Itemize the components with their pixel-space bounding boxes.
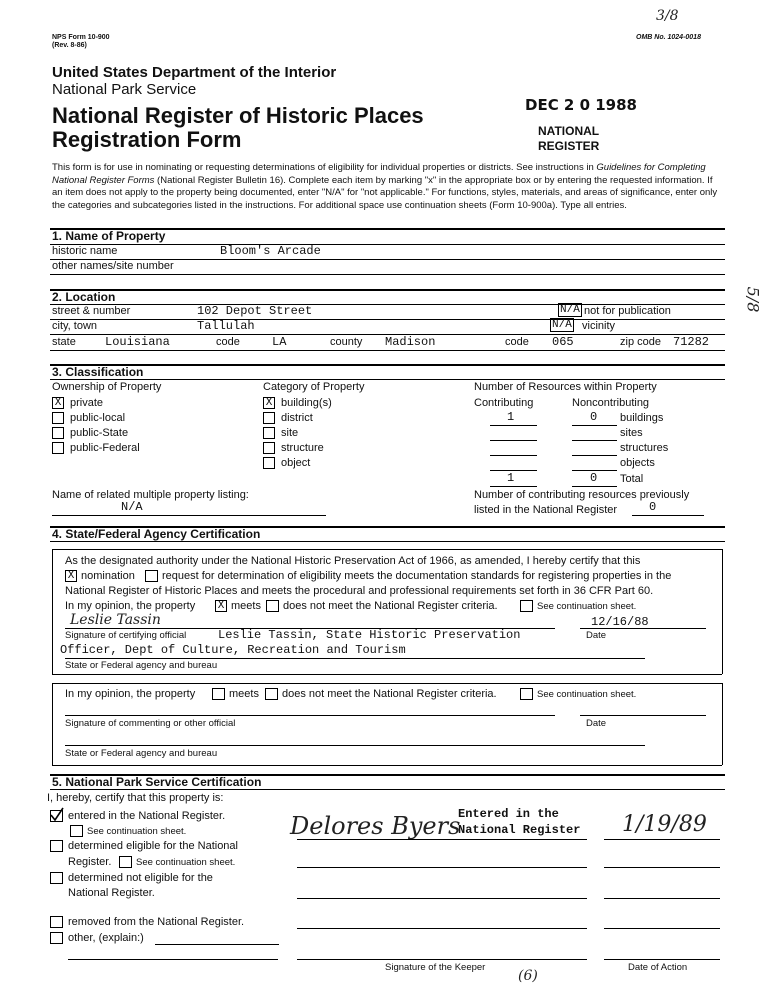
cert-box-top: [52, 549, 722, 550]
category-structure-label: structure: [281, 442, 324, 454]
intro-text-1: This form is for use in nominating or requesting determinations of eligibility for individual properties or districts. See instructions in: [52, 162, 597, 173]
ownership-public-state-checkbox[interactable]: [52, 427, 64, 439]
contributing-label: Contributing: [474, 397, 534, 409]
entered-stamp-line-2: National Register: [458, 823, 581, 837]
department-heading: United States Department of the Interior: [52, 64, 337, 81]
cert-continuation-label: See continuation sheet.: [537, 601, 637, 612]
noncontributing-label: Noncontributing: [572, 397, 650, 409]
resources-header: Number of Resources within Property: [474, 381, 657, 393]
not-for-publication-label: not for publication: [584, 305, 671, 317]
vicinity-mark: N/A: [552, 319, 572, 331]
action-date-line-3: [604, 898, 720, 899]
section-2-rule: [50, 289, 725, 291]
county-code-label: code: [505, 336, 529, 348]
state-value: Louisiana: [105, 335, 170, 349]
other-explain-line: [155, 944, 279, 945]
form-revision: (Rev. 8-86): [52, 42, 87, 49]
section-5-header: 5. National Park Service Certification: [52, 775, 262, 789]
comment-meets-checkbox[interactable]: [212, 688, 225, 700]
comment-agency-label: State or Federal agency and bureau: [65, 748, 218, 759]
comment-continuation-checkbox[interactable]: [520, 688, 533, 700]
previously-listed-value: 0: [649, 500, 657, 514]
resource-contributing-total: 1: [507, 471, 515, 485]
action-date-value: 1/19/89: [622, 812, 707, 837]
category-object-checkbox[interactable]: [263, 457, 275, 469]
action-date-line-2: [604, 867, 720, 868]
nomination-checkbox[interactable]: X: [65, 570, 77, 582]
resource-label-total: Total: [620, 473, 644, 485]
meets-label: meets: [231, 600, 261, 612]
date-of-action-label: Date of Action: [628, 962, 688, 973]
cert-line-1: As the designated authority under the National Historic Preservation Act of 1966, as amended, I hereby certify that this: [65, 555, 641, 567]
received-date-stamp: DEC 2 0 1988: [525, 96, 637, 114]
resource-line-non: [572, 425, 617, 426]
state-line: [50, 350, 725, 351]
keeper-signature-label: Signature of the Keeper: [385, 962, 486, 973]
ownership-public-federal-label: public-Federal: [70, 442, 140, 454]
keeper-line-5: [297, 959, 587, 960]
comment-does-not-meet-label: does not meet the National Register criteria.: [282, 688, 497, 700]
entered-continuation-label: See continuation sheet.: [87, 826, 187, 837]
related-listing-value: N/A: [121, 500, 143, 514]
resource-noncontributing-total: 0: [590, 471, 598, 485]
action-date-line-5: [604, 959, 720, 960]
category-building-checkbox[interactable]: X: [263, 397, 275, 409]
resource-line-non: [572, 440, 617, 441]
previously-listed-label-1: Number of contributing resources previously: [474, 489, 690, 501]
category-building-label: building(s): [281, 397, 332, 409]
other-label: other, (explain:): [68, 932, 144, 944]
keeper-line-2: [297, 867, 587, 868]
county-code-value: 065: [552, 335, 574, 349]
state-code-value: LA: [272, 335, 287, 349]
determined-eligible-label-1: determined eligible for the National: [68, 840, 238, 852]
does-not-meet-checkbox[interactable]: [266, 600, 279, 612]
instructions-paragraph: [52, 162, 722, 212]
resource-line-contrib: [490, 425, 537, 426]
cert-continuation-checkbox[interactable]: [520, 600, 533, 612]
comment-box-top: [52, 683, 722, 684]
form-subtitle: Registration Form: [52, 127, 242, 152]
certifying-date-label: Date: [586, 630, 607, 641]
certifying-signature-label: Signature of certifying official: [65, 630, 187, 641]
meets-checkbox[interactable]: X: [215, 600, 227, 612]
comment-continuation-label: See continuation sheet.: [537, 689, 637, 700]
entered-continuation-checkbox[interactable]: [70, 825, 83, 837]
state-code-label: code: [216, 336, 240, 348]
county-value: Madison: [385, 335, 436, 349]
ownership-private-checkbox[interactable]: X: [52, 397, 64, 409]
comment-agency-line: [65, 745, 645, 746]
resource-label-buildings: buildings: [620, 412, 664, 424]
vicinity-label: vicinity: [582, 320, 616, 332]
category-site-checkbox[interactable]: [263, 427, 275, 439]
form-number: NPS Form 10-900: [52, 34, 110, 41]
does-not-meet-label: does not meet the National Register criteria.: [283, 600, 498, 612]
certifying-date-value: 12/16/88: [591, 615, 649, 629]
city-label: city, town: [52, 320, 98, 332]
ownership-public-local-checkbox[interactable]: [52, 412, 64, 424]
entered-stamp-line-1: Entered in the: [458, 807, 559, 821]
comment-box-right: [722, 683, 723, 765]
corner-note: 3/8: [656, 8, 679, 24]
section-2-header: 2. Location: [52, 290, 116, 304]
eligible-continuation-checkbox[interactable]: [119, 856, 132, 868]
keeper-line-1: [297, 839, 587, 840]
determined-eligible-checkbox[interactable]: [50, 840, 63, 852]
request-checkbox[interactable]: [145, 570, 158, 582]
intro-guidelines: Guidelines for Completing National Register Forms: [52, 162, 706, 186]
entered-label: entered in the National Register.: [68, 810, 226, 822]
comment-date-line: [580, 715, 706, 716]
street-value: 102 Depot Street: [197, 304, 313, 318]
certifying-signature: Leslie Tassin: [70, 612, 161, 628]
resource-line-non: [572, 455, 617, 456]
comment-signature-label: Signature of commenting or other official: [65, 718, 236, 729]
comment-does-not-meet-checkbox[interactable]: [265, 688, 278, 700]
cert-box-left: [52, 549, 53, 674]
comment-meets-label: meets: [229, 688, 259, 700]
determined-eligible-label-2: Register.: [68, 856, 112, 868]
resource-label-structures: structures: [620, 442, 669, 454]
section-3-header: 3. Classification: [52, 365, 144, 379]
cert-box-right: [722, 549, 723, 674]
section-4-header: 4. State/Federal Agency Certification: [52, 527, 261, 541]
comment-opinion-label: In my opinion, the property: [65, 688, 196, 700]
keeper-line-4: [297, 928, 587, 929]
side-note: 5/8: [743, 286, 763, 313]
stamp-national: NATIONAL: [538, 124, 600, 138]
resource-line-non: [572, 486, 617, 487]
category-structure-checkbox[interactable]: [263, 442, 275, 454]
cert-box-bottom: [52, 674, 722, 675]
agency-line: [65, 658, 645, 659]
county-label: county: [330, 336, 363, 348]
keeper-line-3: [297, 898, 587, 899]
historic-name-value: Bloom's Arcade: [220, 244, 321, 258]
resource-contributing-buildings: 1: [507, 410, 515, 424]
resource-line-contrib: [490, 455, 537, 456]
comment-box-bottom: [52, 765, 722, 766]
resource-label-sites: sites: [620, 427, 643, 439]
resource-line-contrib: [490, 486, 537, 487]
check-mark-icon: [48, 805, 66, 823]
keeper-signature: Delores Byers: [290, 812, 461, 840]
removed-label: removed from the National Register.: [68, 916, 245, 928]
zip-value: 71282: [673, 335, 710, 349]
street-line: [50, 319, 725, 320]
previously-listed-label-2: listed in the National Register: [474, 504, 618, 516]
section-5-underline: [50, 789, 725, 790]
zip-label: zip code: [620, 336, 661, 348]
section-3-rule: [50, 364, 725, 366]
certifying-date-line: [580, 628, 706, 629]
nomination-label: nomination: [81, 570, 135, 582]
intro-text-2: (National Register Bulletin 16). Complete each item by marking "x" in the appropriate box or by entering the requested information. If an item does not apply to the property being documented, enter "N/A" for "not applicable." For functions, styles, materials, and areas of significance, enter only the categories and subcategories listed in the instructions. For additional space use continuation sheets (Form 10-900a). Type all entries.: [52, 174, 718, 211]
comment-box-left: [52, 683, 53, 765]
page-number-mark: (6): [518, 968, 538, 984]
cert-line-3: National Register of Historic Places and meets the procedural and professional requirements set forth in 36 CFR Part 60.: [65, 585, 654, 597]
section-1-header: 1. Name of Property: [52, 229, 166, 243]
ownership-public-federal-checkbox[interactable]: [52, 442, 64, 454]
historic-name-label: historic name: [52, 245, 118, 257]
stamp-register: REGISTER: [538, 139, 600, 153]
nps-cert-intro: I, hereby, certify that this property is:: [47, 792, 224, 804]
agency-value: Officer, Dept of Culture, Recreation and Tourism: [60, 643, 406, 657]
other-names-label: other names/site number: [52, 260, 174, 272]
cert-line-2: request for determination of eligibility meets the documentation standards for registering properties in the: [162, 570, 672, 582]
category-header: Category of Property: [263, 381, 365, 393]
category-site-label: site: [281, 427, 299, 439]
certifying-official-value: Leslie Tassin, State Historic Preservation: [218, 628, 521, 642]
determined-not-eligible-checkbox[interactable]: [50, 872, 63, 884]
agency-label: State or Federal agency and bureau: [65, 660, 218, 671]
ownership-public-state-label: public-State: [70, 427, 129, 439]
opinion-label: In my opinion, the property: [65, 600, 196, 612]
comment-signature-line: [65, 715, 555, 716]
resource-label-objects: objects: [620, 457, 655, 469]
section-1-underline: [50, 244, 725, 245]
ownership-header: Ownership of Property: [52, 381, 162, 393]
resource-noncontributing-buildings: 0: [590, 410, 598, 424]
street-label: street & number: [52, 305, 131, 317]
action-date-line-4: [604, 928, 720, 929]
determined-not-eligible-label-2: National Register.: [68, 887, 155, 899]
comment-date-label: Date: [586, 718, 607, 729]
removed-checkbox[interactable]: [50, 916, 63, 928]
resource-line-contrib: [490, 440, 537, 441]
eligible-continuation-label: See continuation sheet.: [136, 857, 236, 868]
omb-number: OMB No. 1024-0018: [636, 34, 701, 41]
section-4-underline: [50, 541, 725, 542]
ownership-private-label: private: [70, 397, 104, 409]
section-3-underline: [50, 379, 725, 380]
city-value: Tallulah: [197, 319, 255, 333]
category-object-label: object: [281, 457, 311, 469]
determined-not-eligible-label-1: determined not eligible for the: [68, 872, 213, 884]
form-title: National Register of Historic Places: [52, 103, 424, 128]
other-explain-line-2: [68, 959, 278, 960]
state-label: state: [52, 336, 76, 348]
category-district-checkbox[interactable]: [263, 412, 275, 424]
other-names-line: [50, 274, 725, 275]
service-heading: National Park Service: [52, 81, 197, 98]
previously-listed-line: [632, 515, 704, 516]
ownership-public-local-label: public-local: [70, 412, 126, 424]
related-listing-label: Name of related multiple property listing:: [52, 489, 249, 501]
category-district-label: district: [281, 412, 313, 424]
action-date-line-1: [604, 839, 720, 840]
related-listing-line: [52, 515, 326, 516]
other-checkbox[interactable]: [50, 932, 63, 944]
not-for-publication-mark: N/A: [560, 304, 580, 316]
